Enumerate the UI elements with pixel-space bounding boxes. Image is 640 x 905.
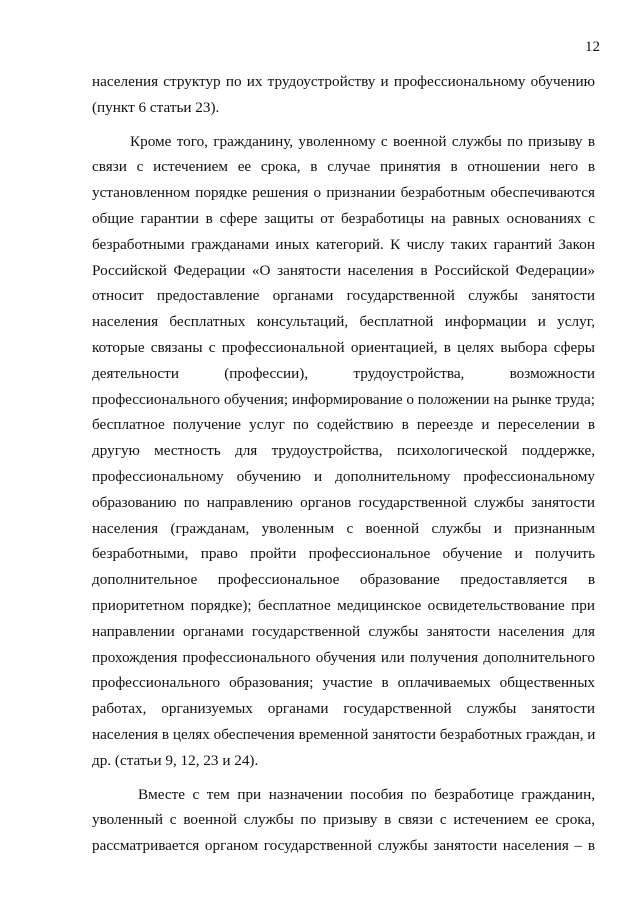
text-line: относит предоставление органами государственной службы занятости: [92, 287, 595, 305]
text-line: уволенный с военной службы по призыву в связи с истечением ее срока,: [92, 811, 595, 829]
text-line: которые связаны с профессиональной ориентацией, в целях выбора сферы: [92, 338, 595, 356]
text-line: бесплатное получение услуг по содействию в переезде и переселении в: [92, 416, 595, 434]
text-line: приоритетном порядке); бесплатное медицинское освидетельствование при: [92, 596, 595, 614]
text-line: безработными, право пройти профессиональное обучение и получить: [92, 545, 595, 563]
paragraph-2: [92, 129, 595, 774]
text-line: населения в целях обеспечения временной занятости безработных граждан, и: [92, 725, 595, 743]
text-line: профессиональному обучению и дополнительному профессиональному: [92, 467, 595, 485]
text-line: Российской Федерации «О занятости населения в Российской Федерации»: [92, 261, 595, 279]
text-line: населения бесплатных консультаций, бесплатной информации и услуг,: [92, 313, 595, 331]
text-line: направлении органами государственной службы занятости населения для: [92, 622, 595, 640]
text-line: работах, организуемых органами государственной службы занятости: [92, 700, 595, 718]
text-line: прохождения профессионального обучения или получения дополнительного: [92, 648, 595, 666]
text-line: безработными гражданами иных категорий. К числу таких гарантий Закон: [92, 235, 595, 253]
text-line: связи с истечением ее срока, в случае принятия в отношении него в: [92, 158, 595, 176]
text-line: профессионального обучения; информирование о положении на рынке труда;: [92, 390, 595, 408]
text-line: Кроме того, гражданину, уволенному с военной службы по призыву в: [130, 132, 595, 150]
text-line: другую местность для трудоустройства, психологической поддержке,: [92, 442, 595, 460]
text-line: дополнительное профессиональное образование предоставляется в: [92, 571, 595, 589]
paragraph-1: [92, 69, 595, 121]
page-number: 12: [585, 39, 600, 55]
body-text: [92, 69, 595, 859]
text-line: Вместе с тем при назначении пособия по безработице гражданин,: [138, 785, 595, 803]
text-line: (пункт 6 статьи 23).: [92, 98, 220, 116]
text-line: рассматривается органом государственной службы занятости населения – в: [92, 837, 595, 855]
text-line: населения структур по их трудоустройству и профессиональному обучению: [92, 73, 595, 90]
text-line: населения (гражданам, уволенным с военной службы и признанным: [92, 519, 595, 537]
text-line: образованию по направлению органов государственной службы занятости: [92, 493, 595, 511]
text-line: общие гарантии в сфере защиты от безработицы на равных основаниях с: [92, 209, 595, 227]
text-line: установленном порядке решения о признании безработным обеспечиваются: [92, 184, 595, 202]
text-line: деятельности (профессии), трудоустройства, возможности: [92, 364, 595, 382]
paragraph-3: [92, 782, 595, 859]
text-line: др. (статьи 9, 12, 23 и 24).: [92, 751, 259, 769]
text-line: профессионального образования; участие в оплачиваемых общественных: [92, 674, 595, 692]
